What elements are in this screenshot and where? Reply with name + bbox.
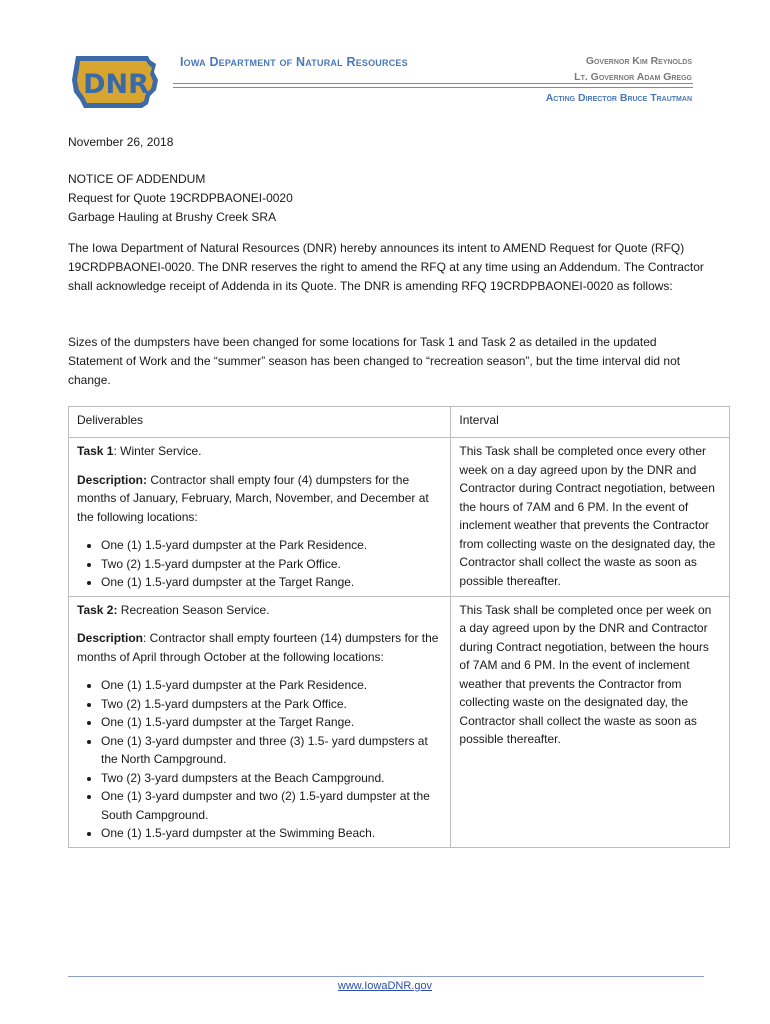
svg-text:DNR: DNR	[83, 69, 149, 100]
notice-block	[68, 170, 293, 227]
footer-rule	[68, 976, 704, 977]
list-item: • Two (2) 1.5-yard dumpster at the Park Office.	[101, 555, 442, 574]
change-paragraph: Sizes of the dumpsters have been changed for some locations for Task 1 and Task 2 as detailed in the updated Statement of Work and the “summer” season has been changed to “recreation season”, but the time interval did not change.	[68, 335, 681, 387]
list-item: • One (1) 3-yard dumpster and two (2) 1.5-yard dumpster at the South Campground.	[101, 787, 442, 824]
governor-block	[574, 53, 692, 85]
intro-paragraph: The Iowa Department of Natural Resources (DNR) hereby announces its intent to AMEND Request for Quote (RFQ) 19CRDPBAONEI-0020. The DNR reserves the right to amend the RFQ at any time using an Addendum. The Contractor shall acknowledge receipt of Addenda in its Quote. The DNR is amending RFQ 19CRDPBAONEI-0020 as follows:	[68, 241, 704, 293]
task1-deliverable-cell	[69, 438, 451, 597]
task2-title: Task 2: Recreation Season Service.	[77, 602, 270, 617]
task1-interval-cell	[451, 438, 730, 597]
rfq-line: Request for Quote 19CRDPBAONEI-0020	[68, 191, 293, 205]
list-item: • One (1) 1.5-yard dumpster at the Target Range.	[101, 573, 442, 592]
table-row-task2	[69, 596, 730, 847]
lt-governor-name: Lt. Governor Adam Gregg	[574, 71, 692, 83]
list-item: • Two (2) 3-yard dumpsters at the Beach Campground.	[101, 769, 442, 788]
governor-name: Governor Kim Reynolds	[585, 55, 692, 67]
acting-director: Acting Director Bruce Trautman	[545, 92, 692, 104]
letter-date: November 26, 2018	[68, 135, 174, 149]
list-item: • Two (2) 1.5-yard dumpsters at the Park Office.	[101, 695, 442, 714]
list-item: • One (1) 1.5-yard dumpster at the Swimming Beach.	[101, 824, 442, 843]
header-deliverables: Deliverables	[69, 407, 451, 438]
table-row-task1	[69, 438, 730, 597]
list-item: • One (1) 1.5-yard dumpster at the Park Residence.	[101, 536, 442, 555]
header-interval: Interval	[451, 407, 730, 438]
header-rule-secondary	[173, 87, 693, 88]
dnr-logo-icon	[70, 50, 162, 112]
task2-location-list	[77, 676, 442, 843]
task2-description: Description: Contractor shall empty fourteen (14) dumpsters for the months of April through October at the following locations:	[77, 631, 439, 664]
website-link[interactable]: www.IowaDNR.gov	[337, 980, 433, 992]
task2-deliverable-cell	[69, 596, 451, 847]
task1-description: Description: Contractor shall empty four (4) dumpsters for the months of January, February, March, November, and December at the following locations:	[77, 472, 429, 524]
task2-interval-cell	[451, 596, 730, 847]
task2-interval-text: This Task shall be completed once per week on a day agreed upon by the DNR and Contractor during Contract negotiation, between the hours of 7AM and 6 PM. In the event of inclement weather that prevents the Contractor from collecting waste on the designated day, the Contractor shall collect the waste as soon as possible thereafter.	[459, 602, 712, 746]
task1-interval-text: This Task shall be completed once every other week on a day agreed upon by the DNR and Contractor during Contract negotiation, between the hours of 7AM and 6 PM. In the event of inclement weather that prevents the Contractor from collecting waste on the designated day, the Contractor shall collect the waste as soon as possible thereafter.	[459, 444, 716, 588]
notice-title: NOTICE OF ADDENDUM	[68, 172, 206, 186]
table-header-row	[69, 407, 730, 438]
list-item: • One (1) 3-yard dumpster and three (3) 1.5- yard dumpsters at the North Campground.	[101, 732, 442, 769]
deliverables-table	[68, 406, 730, 848]
task1-location-list	[77, 536, 442, 592]
project-line: Garbage Hauling at Brushy Creek SRA	[68, 210, 277, 224]
department-name: Iowa Department of Natural Resources	[180, 55, 408, 69]
list-item: • One (1) 1.5-yard dumpster at the Target Range.	[101, 713, 442, 732]
task1-title: Task 1: Winter Service.	[77, 444, 202, 458]
list-item: • One (1) 1.5-yard dumpster at the Park Residence.	[101, 676, 442, 695]
